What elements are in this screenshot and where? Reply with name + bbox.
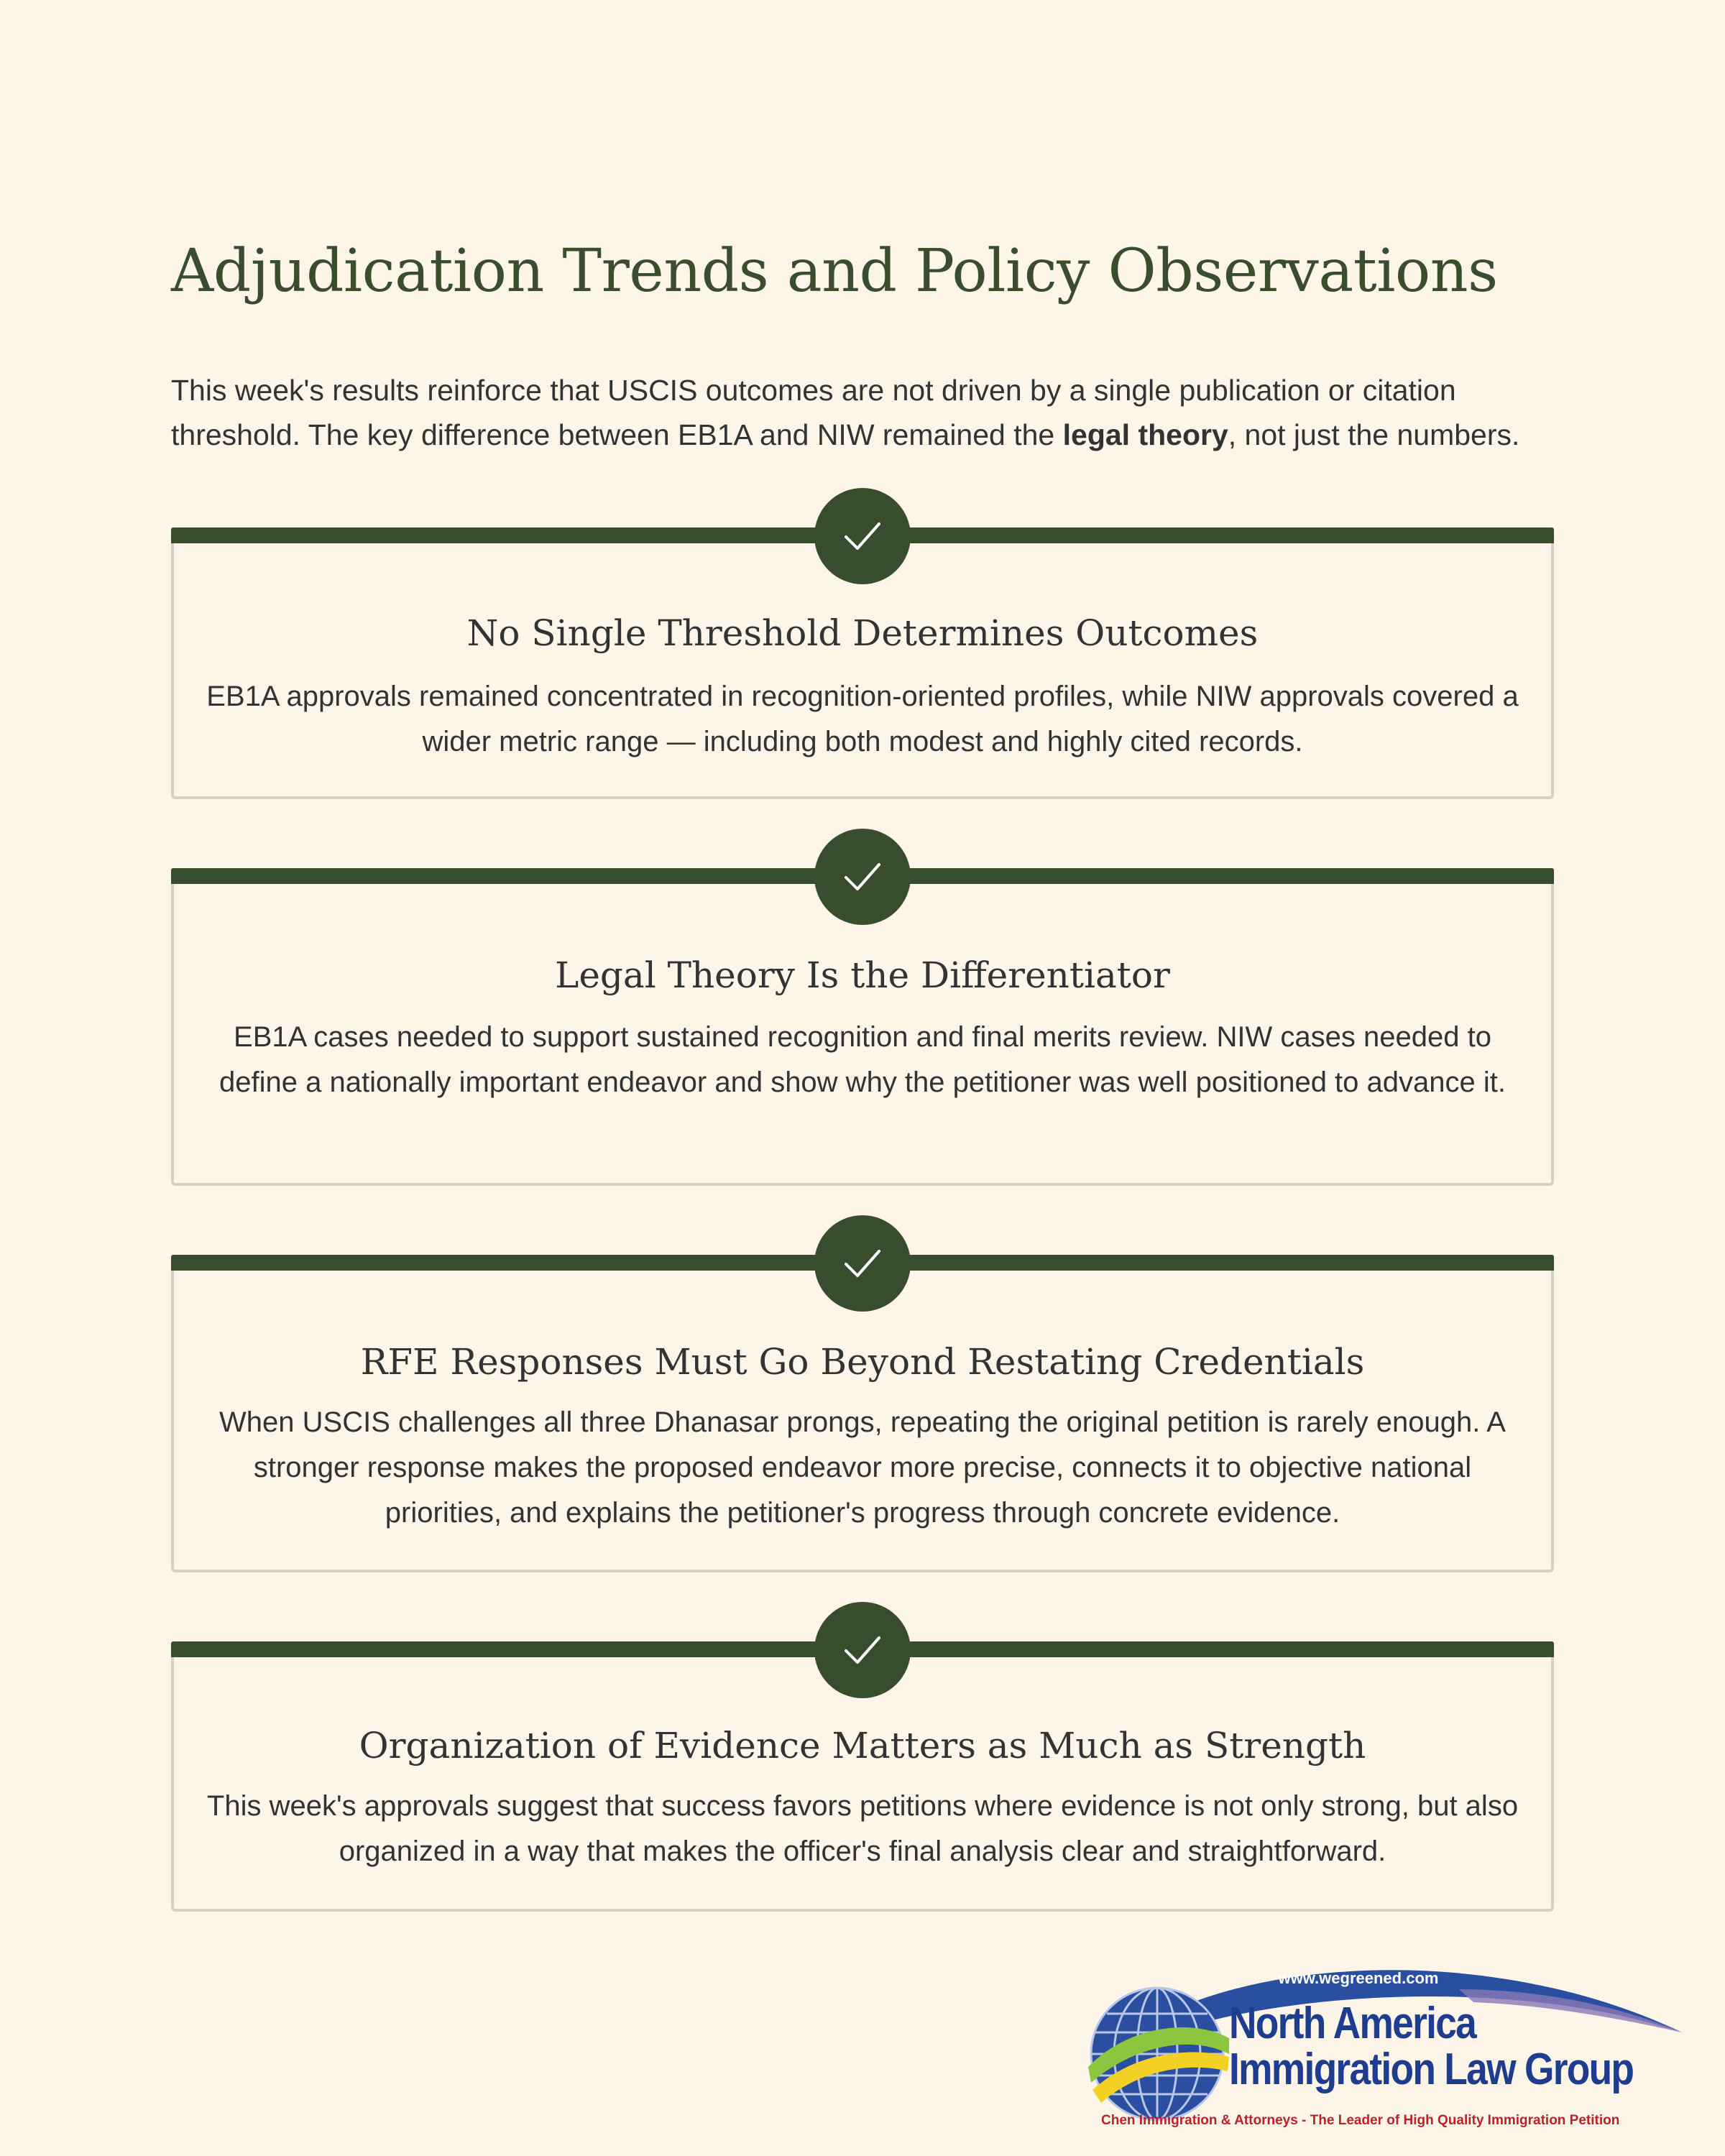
- card-text: When USCIS challenges all three Dhanasar prongs, repeating the original petition is rarely enough. A stronger response makes the proposed endeavor more precise, connects it to objective national priorities, and explains the petitioner's progress through concrete evidence.: [219, 1406, 1506, 1529]
- check-badge: [814, 488, 911, 584]
- check-icon: [843, 1247, 882, 1280]
- check-badge: [814, 1602, 911, 1698]
- card-text: EB1A cases needed to support sustained recognition and final merits review. NIW cases needed to define a nationally important endeavor and show why the petitioner was well positioned to advance it.: [219, 1021, 1506, 1098]
- card-title: RFE Responses Must Go Beyond Restating Credentials: [360, 1341, 1365, 1383]
- globe-icon: [1085, 1982, 1229, 2126]
- logo-url: www.wegreened.com: [1278, 1969, 1439, 1987]
- check-icon: [843, 520, 882, 553]
- card-text: EB1A approvals remained concentrated in recognition-oriented profiles, while NIW approvals covered a wider metric range — including both modest and highly cited records.: [206, 681, 1519, 757]
- card-title: Legal Theory Is the Differentiator: [555, 954, 1170, 996]
- card-title: No Single Threshold Determines Outcomes: [466, 612, 1259, 654]
- check-icon: [843, 1634, 882, 1667]
- observation-card-1: [171, 543, 1554, 799]
- intro-text-start: This week's results reinforce that USCIS outcomes are not driven by a single publication or citation threshold. The key difference between EB1A and NIW remained the: [171, 374, 1456, 451]
- observation-card-3: [171, 1271, 1554, 1572]
- logo-name-line-2: Immigration Law Group: [1229, 2045, 1634, 2094]
- card-title: Organization of Evidence Matters as Much as Strength: [359, 1725, 1366, 1766]
- firm-logo: [1085, 1961, 1703, 2140]
- page-title: Adjudication Trends and Policy Observations: [171, 237, 1498, 305]
- logo-name-line-1: North America: [1229, 1999, 1476, 2048]
- logo-tagline: Chen Immigration & Attorneys - The Leader of High Quality Immigration Petition: [1101, 2113, 1620, 2128]
- intro-emphasis: legal theory: [1062, 418, 1228, 451]
- observation-card-4: [171, 1657, 1554, 1912]
- check-badge: [814, 829, 911, 925]
- observation-card-2: [171, 884, 1554, 1186]
- card-text: This week's approvals suggest that success favors petitions where evidence is not only strong, but also organized in a way that makes the officer's final analysis clear and straightforward.: [206, 1790, 1519, 1867]
- intro-paragraph: [171, 368, 1565, 457]
- check-icon: [843, 860, 882, 893]
- check-badge: [814, 1215, 911, 1312]
- intro-text-end: , not just the numbers.: [1228, 418, 1520, 451]
